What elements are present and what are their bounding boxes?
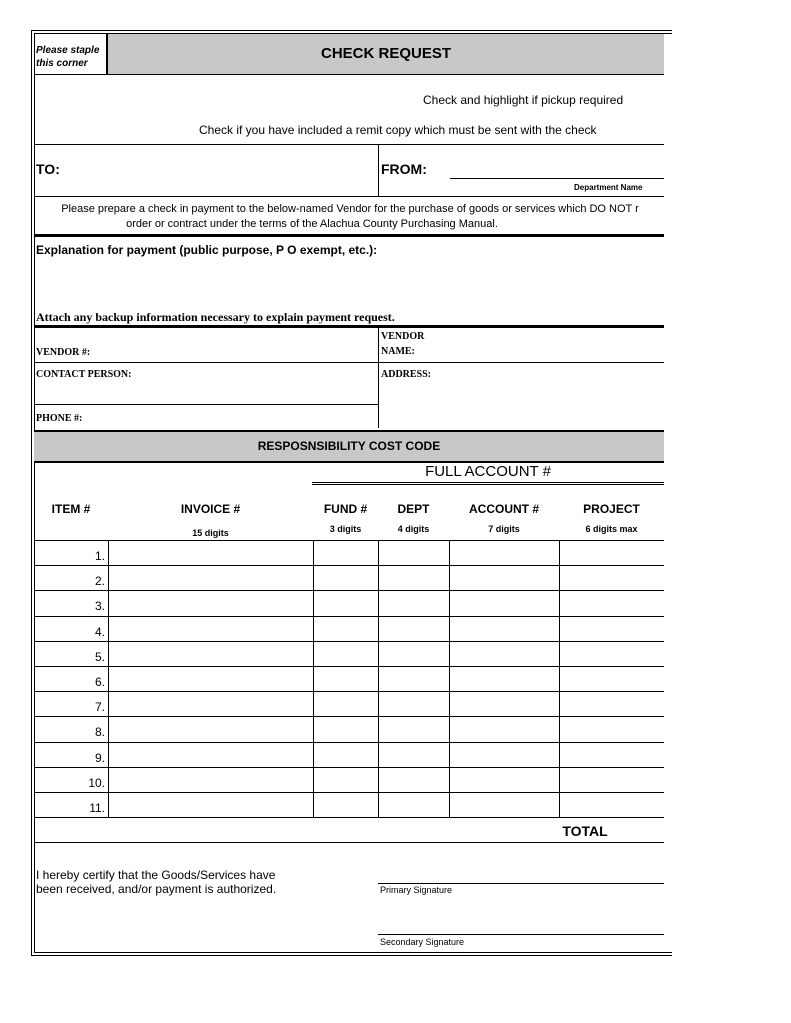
- fund-cell[interactable]: [314, 692, 378, 716]
- dept-cell[interactable]: [379, 667, 449, 691]
- divider: [312, 484, 664, 485]
- account-cell[interactable]: [450, 717, 559, 741]
- contact-person-label: CONTACT PERSON:: [36, 369, 132, 380]
- dept-hint: 4 digits: [397, 524, 430, 534]
- column-header-fund: FUND #: [323, 502, 368, 516]
- divider: [378, 328, 379, 428]
- invoice-cell[interactable]: [109, 743, 313, 767]
- fund-cell[interactable]: [314, 717, 378, 741]
- fund-hint: 3 digits: [329, 524, 362, 534]
- invoice-cell[interactable]: [109, 692, 313, 716]
- invoice-cell[interactable]: [109, 667, 313, 691]
- vendor-name-label-1: VENDOR: [381, 331, 425, 342]
- explanation-field[interactable]: [36, 260, 662, 306]
- invoice-cell[interactable]: [109, 617, 313, 641]
- column-header-invoice: INVOICE #: [180, 502, 241, 516]
- staple-note: Please staple this corner: [36, 45, 100, 69]
- fund-cell[interactable]: [314, 617, 378, 641]
- project-cell[interactable]: [560, 617, 664, 641]
- from-field-line[interactable]: [450, 178, 664, 179]
- account-cell[interactable]: [450, 642, 559, 666]
- column-header-account: ACCOUNT #: [468, 502, 539, 516]
- divider: [34, 404, 378, 405]
- column-header-project: PROJECT: [583, 502, 640, 516]
- invoice-cell[interactable]: [109, 717, 313, 741]
- dept-cell[interactable]: [379, 692, 449, 716]
- account-cell[interactable]: [450, 743, 559, 767]
- project-cell[interactable]: [560, 566, 664, 590]
- project-cell[interactable]: [560, 642, 664, 666]
- row-number: 4.: [94, 624, 105, 639]
- primary-signature-label: Primary Signature: [380, 885, 453, 895]
- project-cell[interactable]: [560, 768, 664, 792]
- fund-cell[interactable]: [314, 566, 378, 590]
- instructions-line-1: Please prepare a check in payment to the below-named Vendor for the purchase of goods or services which DO NOT r: [61, 203, 639, 215]
- fund-cell[interactable]: [314, 541, 378, 565]
- to-label: TO:: [36, 161, 60, 177]
- project-cell[interactable]: [560, 667, 664, 691]
- dept-cell[interactable]: [379, 566, 449, 590]
- invoice-cell[interactable]: [109, 591, 313, 615]
- certification-line-1: I hereby certify that the Goods/Services have: [36, 868, 276, 882]
- thick-divider: [34, 325, 664, 328]
- account-cell[interactable]: [450, 768, 559, 792]
- invoice-cell[interactable]: [109, 541, 313, 565]
- row-number: 9.: [94, 750, 105, 765]
- dept-cell[interactable]: [379, 642, 449, 666]
- row-number: 5.: [94, 649, 105, 664]
- certification-line-2: been received, and/or payment is authorized.: [36, 882, 277, 896]
- vendor-name-label-2: NAME:: [381, 346, 415, 357]
- row-number: 6.: [94, 675, 105, 689]
- explanation-label: Explanation for payment (public purpose, P O exempt, etc.):: [36, 243, 378, 257]
- account-cell[interactable]: [450, 541, 559, 565]
- invoice-hint: 15 digits: [192, 528, 229, 538]
- remit-check-text: Check if you have included a remit copy which must be sent with the check: [199, 123, 597, 137]
- full-account-label: FULL ACCOUNT #: [425, 463, 551, 480]
- line-items-grid: [34, 540, 664, 817]
- column-header-item: ITEM #: [51, 502, 91, 516]
- department-name-label: Department Name: [574, 183, 643, 192]
- cost-code-banner: RESPOSNSIBILITY COST CODE: [34, 430, 664, 463]
- account-cell[interactable]: [450, 591, 559, 615]
- row-number: 7.: [94, 700, 105, 715]
- total-label: TOTAL: [562, 823, 608, 839]
- row-number: 2.: [94, 574, 105, 589]
- vendor-number-label: VENDOR #:: [36, 347, 91, 358]
- from-label: FROM:: [381, 161, 427, 177]
- invoice-cell[interactable]: [109, 793, 313, 817]
- account-hint: 7 digits: [488, 524, 520, 534]
- fund-cell[interactable]: [314, 642, 378, 666]
- row-number: 11.: [89, 801, 105, 815]
- divider: [34, 842, 664, 843]
- account-cell[interactable]: [450, 692, 559, 716]
- phone-label: PHONE #:: [36, 413, 83, 424]
- row-number: 1.: [94, 549, 105, 563]
- fund-cell[interactable]: [314, 743, 378, 767]
- project-hint: 6 digits max: [585, 524, 638, 534]
- primary-signature-line[interactable]: [378, 883, 664, 884]
- divider: [378, 144, 379, 196]
- grid-line: [34, 817, 664, 818]
- divider: [34, 362, 664, 363]
- divider: [312, 482, 664, 483]
- fund-cell[interactable]: [314, 667, 378, 691]
- project-cell[interactable]: [560, 743, 664, 767]
- account-cell[interactable]: [450, 617, 559, 641]
- page-title: CHECK REQUEST: [108, 34, 664, 75]
- account-cell[interactable]: [450, 793, 559, 817]
- column-header-dept: DEPT: [397, 502, 430, 516]
- project-cell[interactable]: [560, 793, 664, 817]
- dept-cell[interactable]: [379, 743, 449, 767]
- divider: [34, 196, 664, 197]
- dept-cell[interactable]: [379, 591, 449, 615]
- backup-note: Attach any backup information necessary to explain payment request.: [36, 310, 395, 324]
- account-cell[interactable]: [450, 667, 559, 691]
- dept-cell[interactable]: [379, 541, 449, 565]
- address-label: ADDRESS:: [381, 369, 432, 380]
- dept-cell[interactable]: [379, 768, 449, 792]
- project-cell[interactable]: [560, 541, 664, 565]
- project-cell[interactable]: [560, 717, 664, 741]
- fund-cell[interactable]: [314, 793, 378, 817]
- invoice-cell[interactable]: [109, 768, 313, 792]
- row-number: 8.: [94, 725, 105, 740]
- fund-cell[interactable]: [314, 591, 378, 615]
- secondary-signature-label: Secondary Signature: [380, 937, 465, 947]
- fund-cell[interactable]: [314, 768, 378, 792]
- secondary-signature-line[interactable]: [378, 934, 664, 935]
- pickup-check-text: Check and highlight if pickup required: [423, 93, 624, 107]
- account-cell[interactable]: [450, 566, 559, 590]
- row-number: 10.: [88, 775, 105, 790]
- invoice-cell[interactable]: [109, 566, 313, 590]
- invoice-cell[interactable]: [109, 642, 313, 666]
- dept-cell[interactable]: [379, 617, 449, 641]
- project-cell[interactable]: [560, 692, 664, 716]
- divider: [34, 144, 664, 145]
- row-number: 3.: [94, 599, 105, 614]
- dept-cell[interactable]: [379, 793, 449, 817]
- thick-divider: [34, 234, 664, 237]
- dept-cell[interactable]: [379, 717, 449, 741]
- project-cell[interactable]: [560, 591, 664, 615]
- instructions-line-2: order or contract under the terms of the Alachua County Purchasing Manual.: [126, 218, 498, 230]
